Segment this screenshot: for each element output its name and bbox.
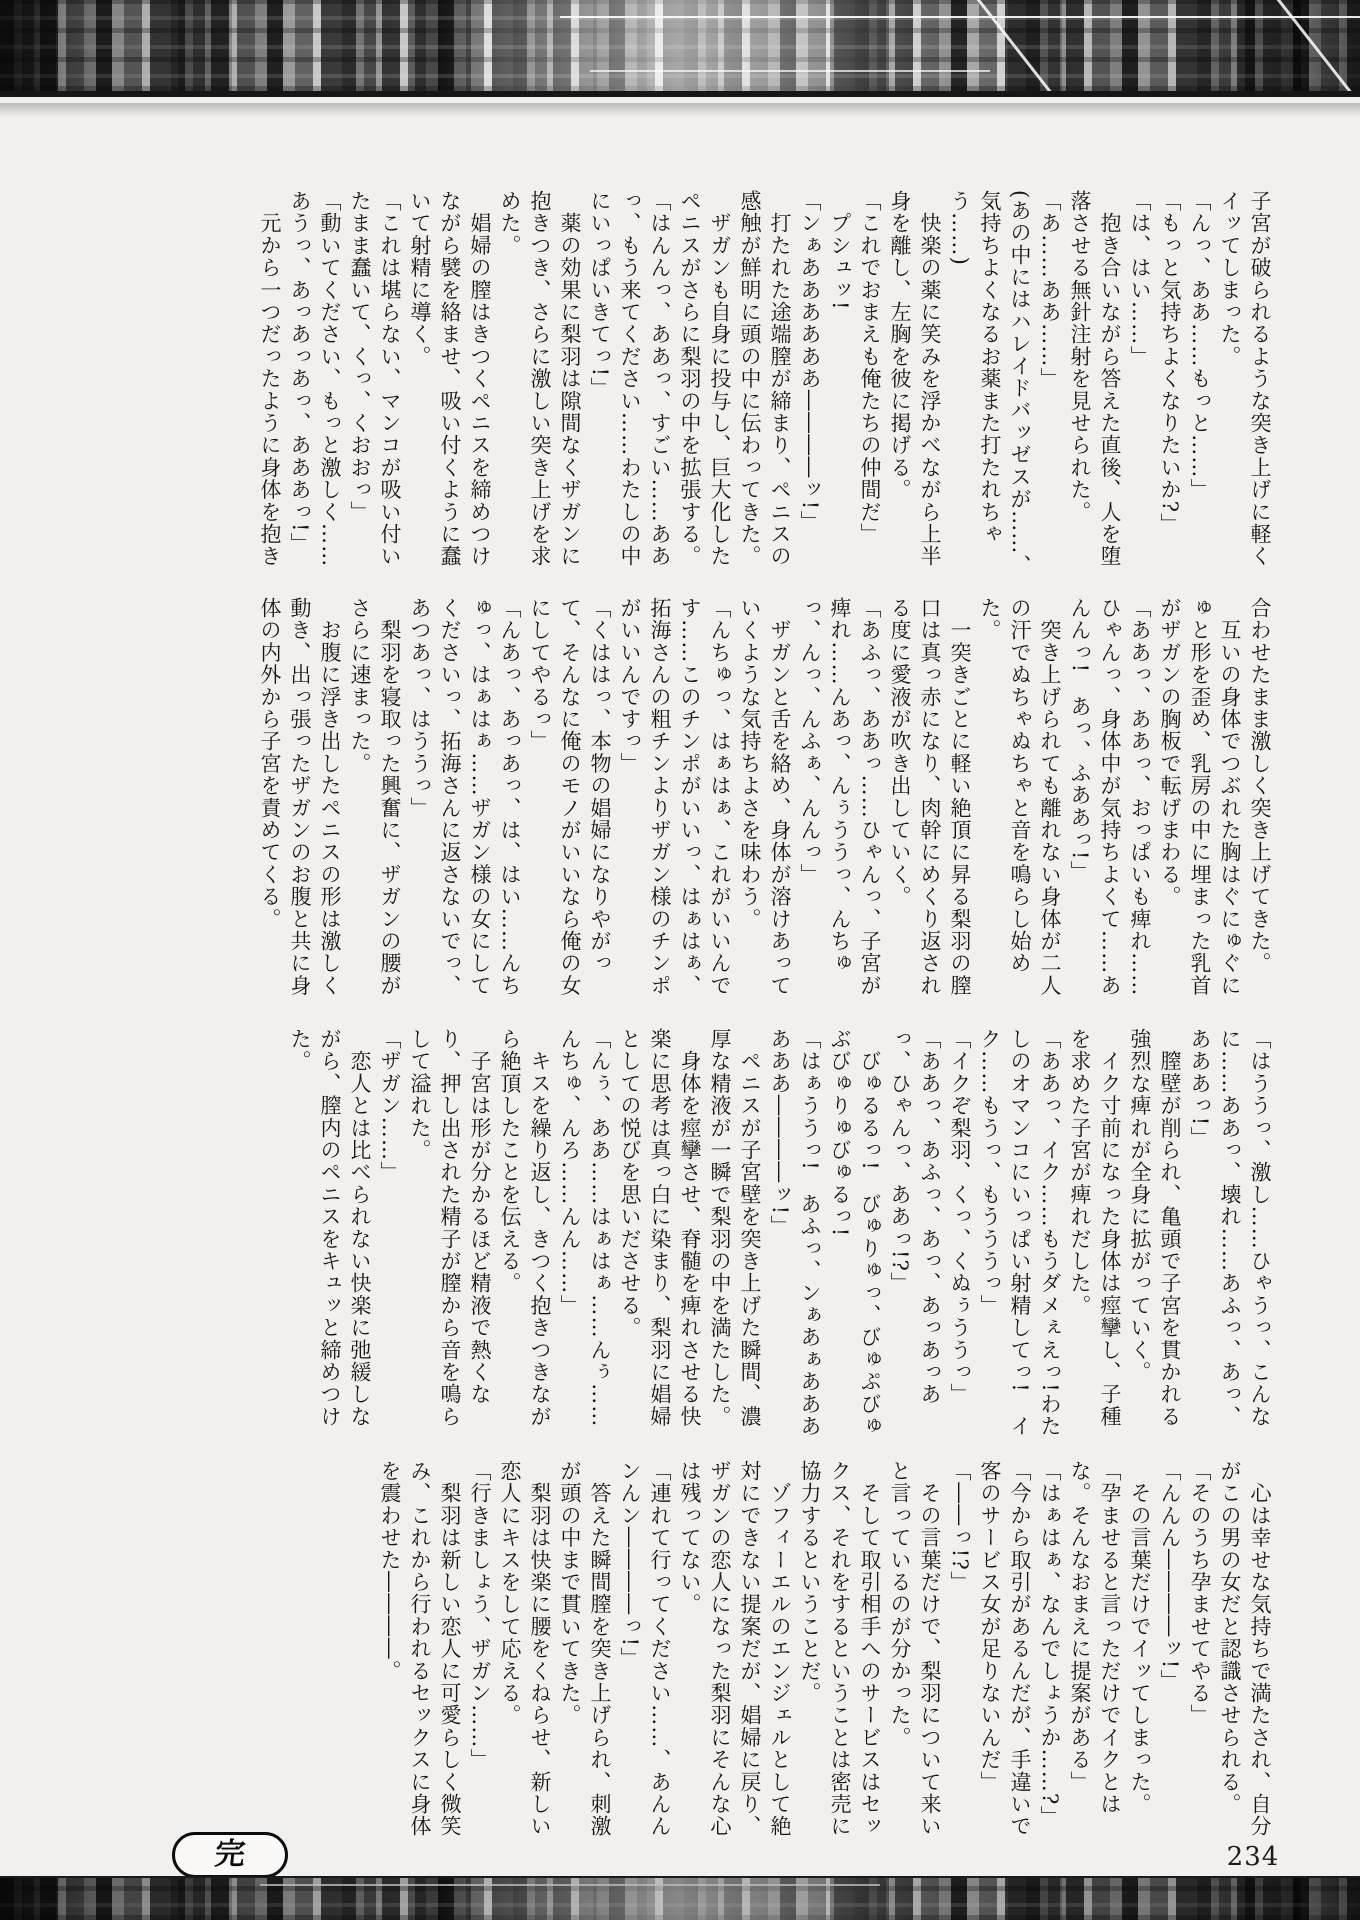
paragraph: その言葉だけで、梨羽について来いと言っているのが分かった。 xyxy=(888,1460,942,1838)
paragraph: 「ああっ、ああっ、おっぱいも痺れ……ひゃんっ、身体中が気持ちよくて……あんんっ! あっ、ふああっ!」 xyxy=(1068,597,1152,997)
paragraph: 「んんん――――ッ!」 xyxy=(1158,1460,1182,1692)
paragraph: お腹に浮き出したペニスの形は激しく動き、出っ張ったザガンのお腹と共に身体の内外から子宮を責めてくる。 xyxy=(258,597,342,997)
paragraph: ゾフィーエルのエンジェルとして絶対にできない提案だが、娼婦に戻り、ザガンの恋人になった梨羽にそんな心は残ってない。 xyxy=(678,1460,792,1838)
paragraph: 「はぁううっ! あふっ、ンぁあぁああああああ――――ッ!」 xyxy=(768,1028,822,1438)
paragraph: ザガンと舌を絡め、身体が溶けあっていくような気持ちよさを味わう。 xyxy=(738,597,792,997)
paragraph: 「孕ませると言っただけでイクとはな。そんなおまえに提案がある」 xyxy=(1068,1460,1122,1816)
paragraph: 「くははっ、本物の娼婦になりやがって、そんなに俺のモノがいいなら俺の女にしてやるっ」 xyxy=(528,597,612,997)
text-band-2 xyxy=(170,597,1275,1011)
paragraph: 「ザガン……」 xyxy=(378,1028,402,1184)
paragraph: 「んぅ、ああ……はぁはぁ……んぅ……んちゅ、んろ……んん……」 xyxy=(558,1028,612,1428)
paragraph: ペニスが子宮壁を突き上げた瞬間、濃厚な精液が一瞬で梨羽の中を満たした。 xyxy=(708,1028,762,1428)
text-band-1 xyxy=(170,190,1275,582)
paragraph: 「はぁはぁ、なんでしょうか……?」 xyxy=(1038,1460,1062,1828)
paragraph: 子宮は形が分かるほど精液で熱くなり、押し出された精子が膣から音を鳴らして溢れた。 xyxy=(408,1028,492,1428)
header-glitch-art xyxy=(0,0,1360,97)
text-band-4 xyxy=(170,1460,1275,1848)
header-diagonal-line-2 xyxy=(1274,0,1360,97)
end-mark-box xyxy=(172,1832,288,1878)
header-white-line-2 xyxy=(590,70,990,72)
paragraph: 梨羽を寝取った興奮に、ザガンの腰がさらに速まった。 xyxy=(348,597,402,997)
paragraph: 「んっ、ああ……もっと……」 xyxy=(1188,190,1212,501)
paragraph: 膣壁が削られ、亀頭で子宮を貫かれる強烈な痺れが全身に拡がっていく。 xyxy=(1128,1028,1182,1428)
paragraph: 答えた瞬間膣を突き上げられ、刺激が頭の中まで貫いてきた。 xyxy=(558,1460,612,1838)
header-shadow-fade xyxy=(0,103,1360,117)
paragraph: 「これでおまえも俺たちの仲間だ」 xyxy=(858,190,882,546)
paragraph: 「あ……ああ……」 xyxy=(1038,190,1062,390)
paragraph: 「はううっ、激し……ひゃうっ、こんなに……ああっ、壊れ……あふっ、あっ、あああっ!」 xyxy=(1188,1028,1272,1428)
paragraph: 元から一つだったように身体を抱き xyxy=(258,190,282,568)
footer-white-line xyxy=(260,1884,880,1886)
paragraph: 「イクぞ梨羽、くっ、くぬぅううっ」 xyxy=(948,1028,972,1406)
paragraph: 心は幸せな気持ちで満たされ、自分がこの男の女だと認識させられる。 xyxy=(1218,1460,1272,1838)
paragraph: 抱き合いながら答えた直後、人を堕落させる無針注射を見せられた。 xyxy=(1068,190,1122,568)
paragraph: びゅるるっ! びゅりゅっ、びゅぷびゅぶびゅりゅびゅるっ! xyxy=(828,1028,882,1438)
paragraph: 一突きごとに軽い絶頂に昇る梨羽の膣口は真っ赤になり、肉幹にめくり返される度に愛液が吹き出していく。 xyxy=(888,597,972,997)
paragraph: 「そのうち孕ませてやる」 xyxy=(1188,1460,1212,1727)
paragraph: 身体を痙攣させ、脊髄を痺れさせる快楽に思考は真っ白に染まり、梨羽に娼婦としての悦びを思いださせる。 xyxy=(618,1028,702,1428)
paragraph: 「ンぁああああああ――――ッ!」 xyxy=(798,190,822,533)
paragraph: プシュッ! xyxy=(828,190,852,311)
paragraph: 「はんんっ、ああっ、すごい……ああっ、もう来てください……わたしの中にいっぱいきてっ!」 xyxy=(588,190,672,568)
paragraph: 薬の効果に梨羽は隙間なくザガンに抱きつき、さらに激しい突き上げを求めた。 xyxy=(498,190,582,568)
paragraph: 互いの身体でつぶれた胸はぐにゅぐにゅと形を歪め、乳房の中に埋まった乳首がザガンの胸板で転げまわる。 xyxy=(1158,597,1242,997)
paragraph: イク寸前になった身体は痙攣し、子種を求めた子宮が痺れだした。 xyxy=(1068,1028,1122,1428)
paragraph: 「んあっ、あっあっ、は、はい……んちゅっ、はぁはぁ……ザガン様の女にしてくださいっ、拓海さんに返さないでっ、あつあっ、はううっ」 xyxy=(408,597,522,997)
paragraph: 快楽の薬に笑みを浮かべながら上半身を離し、左胸を彼に掲げる。 xyxy=(888,190,942,568)
paragraph: 「今から取引があるんだが、手違いで客のサービス女が足りないんだ」 xyxy=(978,1460,1032,1838)
paragraph: 突き上げられても離れない身体が二人の汗でぬちゃぬちゃと音を鳴らし始めた。 xyxy=(978,597,1062,997)
paragraph: (あの中にはハレイドバッゼスが……、気持ちよくなるお薬また打たれちゃう……) xyxy=(948,190,1032,577)
end-mark: 完 xyxy=(213,1837,247,1872)
paragraph: 梨羽は快楽に腰をくねらせ、新しい恋人にキスをして応える。 xyxy=(498,1460,552,1838)
paragraph: 娼婦の膣はきつくペニスを締めつけながら襞を絡ませ、吸い付くように蠢いて射精に導く。 xyxy=(408,190,492,568)
paragraph: その言葉だけでイッてしまった。 xyxy=(1128,1460,1152,1816)
paragraph: 「んちゅっ、はぁはぁ、これがいいんです……このチンポがいいっ、はぁはぁ、拓海さんの粗チンよりザガン様のチンポがいいんですっ」 xyxy=(618,597,732,997)
paragraph: 「は、はい……」 xyxy=(1128,190,1152,368)
paragraph: 「ああっ、イク……もうダメぇえっ!わたしのオマンコにいっぱい射精してっ! イク……もうっ、もうううっ」 xyxy=(978,1028,1062,1438)
paragraph: 梨羽は新しい恋人に可愛らしく微笑み、これから行われるセックスに身体を震わせた――――。 xyxy=(378,1460,462,1838)
header-white-line xyxy=(560,16,1360,18)
paragraph: 「ああっ、あふっ、あっ、あっあっあっ、ひゃんっ、ああっ!?」 xyxy=(888,1028,942,1406)
paragraph: キスを繰り返し、きつく抱きつきながら絶頂したことを伝える。 xyxy=(498,1028,552,1428)
paragraph: 合わせたまま激しく突き上げてきた。 xyxy=(1248,597,1272,975)
paragraph: 打たれた途端膣が締まり、ペニスの感触が鮮明に頭の中に伝わってきた。 xyxy=(738,190,792,568)
paragraph: 「これは堪らない、マンコが吸い付いたまま蠢いて、くっ、くおおっ」 xyxy=(348,190,402,568)
paragraph: 「行きましょう、ザガン……」 xyxy=(468,1460,492,1771)
page-number: 234 xyxy=(1226,1842,1280,1872)
paragraph: 「――っ!?」 xyxy=(948,1460,972,1594)
footer-glitch-art xyxy=(0,1876,1360,1920)
paragraph: 「もっと気持ちよくなりたいか?」 xyxy=(1158,190,1182,536)
text-band-3 xyxy=(170,1028,1275,1448)
paragraph: 「動いてください、もっと激しく……あうっ、あっあっあっ、あああっ!」 xyxy=(288,190,342,568)
paragraph: ザガンも自身に投与し、巨大化したペニスがさらに梨羽の中を拡張する。 xyxy=(678,190,732,568)
paragraph: 恋人とは比べられない快楽に弛緩しながら、膣内のペニスをキュッと締めつけた。 xyxy=(288,1028,372,1428)
paragraph: そして取引相手へのサービスはセックス、それをするということは密売に協力するということだ。 xyxy=(798,1460,882,1838)
paragraph: 「あふっ、ああっ……ひゃんっ、子宮が痺れ……んあっ、んぅううっ、んちゅっ、んっ、んふぁ、んんっ」 xyxy=(798,597,882,997)
header-diagonal-line xyxy=(974,0,1069,97)
paragraph: 「連れて行ってください……、あんんンんン――――っ!」 xyxy=(618,1460,672,1838)
paragraph: 子宮が破られるような突き上げに軽くイッてしまった。 xyxy=(1218,190,1272,568)
